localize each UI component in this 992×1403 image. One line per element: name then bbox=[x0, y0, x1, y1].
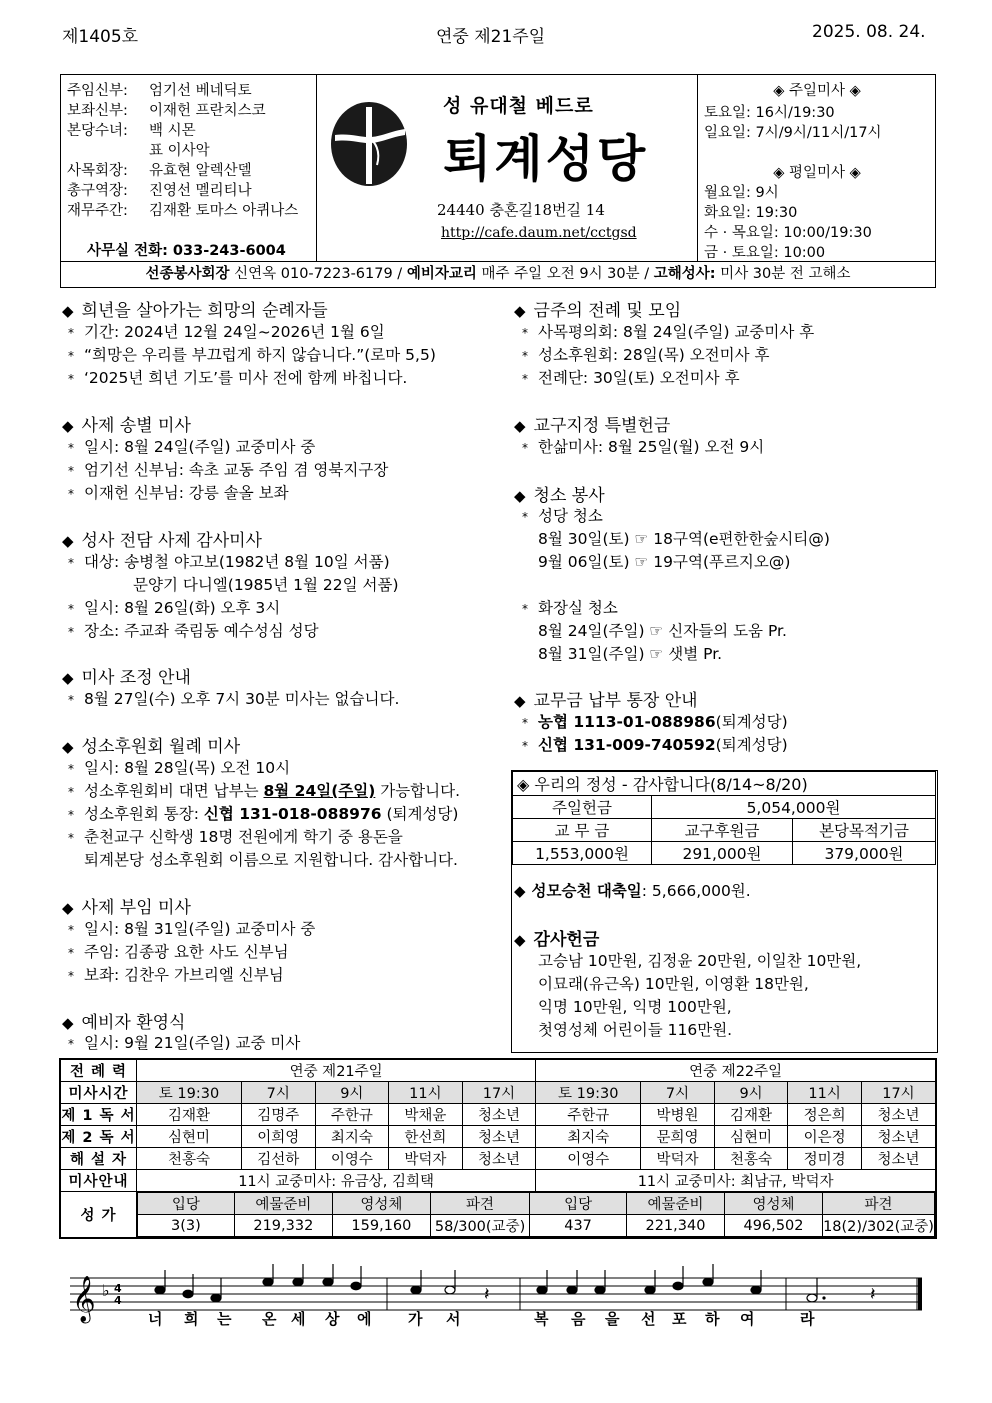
row-label: 제 1 독 서 bbox=[60, 1104, 137, 1126]
hymn-header: 입당 bbox=[530, 1193, 627, 1215]
hymn-header: 파견 bbox=[430, 1193, 529, 1215]
church-subtitle: 성 유대철 베드로 bbox=[443, 95, 594, 117]
list-item: 8월 24일(주일) ☞ 신자들의 도움 Pr. bbox=[538, 622, 787, 640]
staff-panel: 주임신부: 엄기선 베네딕토 보좌신부: 이재헌 프란치스코 본당수녀: 백 시몬 표 이사악 사목회장: 유효현 알렉산델 총구역장: 진영선 멜리티나 재무주간: 김재환 토마스 아퀴나스 사무실 전화: 033-243-6004 bbox=[61, 75, 317, 261]
staff-row: 본당수녀: 백 시몬 bbox=[67, 123, 196, 139]
time-cell: 11시 bbox=[389, 1082, 463, 1104]
name-cell: 이영수 bbox=[536, 1148, 641, 1170]
hymn-header: 영성체 bbox=[725, 1193, 823, 1215]
church-address: 24440 충혼길18번길 14 bbox=[437, 201, 605, 219]
thanks-title: ◈ 우리의 정성 - 감사합니다(8/14~8/20) bbox=[513, 772, 936, 796]
name-cell: 이은정 bbox=[788, 1126, 862, 1148]
name-cell: 한선희 bbox=[389, 1126, 463, 1148]
hymn-header: 예물준비 bbox=[626, 1193, 724, 1215]
list-item: * 대상: 송병철 야고보(1982년 8월 10일 서품) bbox=[68, 553, 390, 571]
offering-table bbox=[512, 771, 936, 865]
col-header: 교 무 금 bbox=[513, 819, 652, 842]
name-cell: 정은희 bbox=[788, 1104, 862, 1126]
time-cell: 17시 bbox=[462, 1082, 536, 1104]
list-item: * 신협 131-009-740592(퇴계성당) bbox=[522, 736, 788, 754]
list-item: * 춘천교구 신학생 18명 전원에게 학기 중 용돈을 bbox=[68, 828, 403, 846]
time-cell: 7시 bbox=[241, 1082, 315, 1104]
staff-row: 사목회장: 유효현 알렉산델 bbox=[67, 163, 252, 179]
name-cell: 박병원 bbox=[641, 1104, 715, 1126]
lyric-syllable: 는 bbox=[217, 1310, 232, 1328]
name-cell: 심현미 bbox=[714, 1126, 788, 1148]
section-title: ◆ 사제 송별 미사 bbox=[62, 416, 191, 436]
top-line bbox=[60, 20, 938, 46]
mass-notice: 11시 교중미사: 유금상, 김희택 bbox=[137, 1170, 536, 1192]
hymn-number: 437 bbox=[530, 1215, 627, 1237]
name-cell: 청소년 bbox=[462, 1104, 536, 1126]
time-cell: 11시 bbox=[788, 1082, 862, 1104]
hymn-number: 496,502 bbox=[725, 1215, 823, 1237]
lyric-syllable: 여 bbox=[740, 1310, 755, 1328]
name-cell: 주한규 bbox=[315, 1104, 389, 1126]
list-item: * 이재헌 신부님: 강릉 솔올 보좌 bbox=[68, 484, 289, 502]
schedule-table bbox=[59, 1058, 937, 1239]
list-item: * 성소후원회: 28일(목) 오전미사 후 bbox=[522, 346, 770, 364]
lyric-syllable: 포 bbox=[672, 1310, 687, 1328]
liturgical-week: 연중 제21주일 bbox=[436, 27, 546, 47]
list-item: * 일시: 8월 26일(화) 오후 3시 bbox=[68, 599, 281, 617]
list-item: 퇴계본당 성소후원회 이름으로 지원합니다. 감사합니다. bbox=[84, 851, 458, 869]
weekday-mass-row: 화요일: 19:30 bbox=[704, 205, 798, 221]
lyric-syllable: 라 bbox=[800, 1310, 815, 1328]
name-cell: 천홍숙 bbox=[137, 1148, 242, 1170]
info-bar: 선종봉사회장 신연옥 010-7223-6179 / 예비자교리 매주 주일 오전 9시 30분 / 고해성사: 미사 30분 전 고해소 bbox=[60, 262, 936, 288]
row-label: 해 설 자 bbox=[60, 1148, 137, 1170]
name-cell: 청소년 bbox=[462, 1126, 536, 1148]
name-cell: 청소년 bbox=[861, 1126, 936, 1148]
sunday-mass-title: ◈ 주일미사 ◈ bbox=[773, 83, 861, 99]
col-header: 교구후원금 bbox=[652, 819, 793, 842]
sunday-offering-label: 주일헌금 bbox=[513, 796, 652, 819]
church-title-panel bbox=[317, 75, 697, 261]
church-name: 퇴계성당 bbox=[443, 130, 649, 188]
weekday-mass-title: ◈ 평일미사 ◈ bbox=[773, 165, 861, 181]
list-item: * 일시: 8월 31일(주일) 교중미사 중 bbox=[68, 920, 316, 938]
name-cell: 최지숙 bbox=[536, 1126, 641, 1148]
lyric-syllable: 복 bbox=[534, 1310, 549, 1328]
gift-line: 이묘래(유근옥) 10만원, 이영환 18만원, bbox=[538, 975, 809, 993]
list-item: * 사목평의회: 8월 24일(주일) 교중미사 후 bbox=[522, 323, 815, 341]
sunday-mass-row: 토요일: 16시/19:30 bbox=[704, 105, 835, 121]
name-cell: 이영수 bbox=[315, 1148, 389, 1170]
list-item: * 일시: 8월 24일(주일) 교중미사 중 bbox=[68, 438, 316, 456]
list-item: * 장소: 주교좌 죽림동 예수성심 성당 bbox=[68, 622, 319, 640]
section-title: ◆ 예비자 환영식 bbox=[62, 1013, 186, 1033]
lyric-syllable: 너 bbox=[148, 1310, 163, 1328]
section-title: ◆ 사제 부임 미사 bbox=[62, 898, 191, 918]
section-title: ◆ 금주의 전례 및 모임 bbox=[514, 301, 682, 321]
hymn-header: 예물준비 bbox=[234, 1193, 332, 1215]
lyric-syllable: 에 bbox=[357, 1310, 372, 1328]
lyric-syllable: 세 bbox=[291, 1310, 306, 1328]
section-title: ◆ 성사 전담 사제 감사미사 bbox=[62, 531, 262, 551]
list-item: * 일시: 8월 28일(목) 오전 10시 bbox=[68, 759, 291, 777]
row-label: 성 가 bbox=[60, 1192, 137, 1239]
list-item: * 농협 1113-01-088986(퇴계성당) bbox=[522, 713, 788, 731]
name-cell: 청소년 bbox=[462, 1148, 536, 1170]
list-item: * ‘2025년 희년 기도’를 미사 전에 함께 바칩니다. bbox=[68, 369, 408, 387]
svg-text:4: 4 bbox=[114, 1282, 122, 1295]
svg-text:𝄞: 𝄞 bbox=[72, 1276, 96, 1322]
hymn-number: 219,332 bbox=[234, 1215, 332, 1237]
header-box bbox=[60, 74, 936, 262]
list-item: * 주임: 김종광 요한 사도 신부님 bbox=[68, 943, 289, 961]
assumption-offering: ◆ 성모승천 대축일: 5,666,000원. bbox=[514, 882, 751, 900]
section-title: ◆ 희년을 살아가는 희망의 순례자들 bbox=[62, 301, 328, 321]
list-item: 8월 31일(주일) ☞ 샛별 Pr. bbox=[538, 645, 723, 663]
svg-text:𝄽: 𝄽 bbox=[484, 1284, 490, 1305]
hymn-number: 221,340 bbox=[626, 1215, 724, 1237]
time-cell: 17시 bbox=[861, 1082, 936, 1104]
church-logo-icon bbox=[329, 99, 409, 189]
name-cell: 최지숙 bbox=[315, 1126, 389, 1148]
row-label: 미사시간 bbox=[60, 1082, 137, 1104]
hymn-header: 영성체 bbox=[332, 1193, 430, 1215]
col-value: 379,000원 bbox=[793, 842, 936, 865]
name-cell: 이희영 bbox=[241, 1126, 315, 1148]
list-item: * 전례단: 30일(토) 오전미사 후 bbox=[522, 369, 740, 387]
name-cell: 김재환 bbox=[714, 1104, 788, 1126]
staff-row: 총구역장: 진영선 멜리티나 bbox=[67, 183, 252, 199]
name-cell: 김선하 bbox=[241, 1148, 315, 1170]
hymn-header: 파견 bbox=[823, 1193, 935, 1215]
issue-date: 2025. 08. 24. bbox=[812, 22, 926, 42]
staff-row: 보좌신부: 이재헌 프란치스코 bbox=[67, 103, 266, 119]
sunday-offering-value: 5,054,000원 bbox=[652, 796, 936, 819]
list-item: 9월 06일(토) ☞ 19구역(푸르지오@) bbox=[538, 553, 791, 571]
cafe-link[interactable]: http://cafe.daum.net/cctgsd bbox=[441, 225, 637, 241]
lyric-syllable: 선 bbox=[641, 1310, 656, 1328]
lyric-syllable: 하 bbox=[705, 1310, 720, 1328]
gift-line: 첫영성체 어린이들 116만원. bbox=[538, 1021, 733, 1039]
list-item: * 일시: 9월 21일(주일) 교중 미사 bbox=[68, 1034, 301, 1052]
weekday-mass-row: 금 · 토요일: 10:00 bbox=[704, 245, 826, 261]
thanks-box bbox=[511, 770, 938, 1053]
gift-line: 익명 10만원, 익명 100만원, bbox=[538, 998, 732, 1016]
section-title: ◆ 성소후원회 월례 미사 bbox=[62, 737, 241, 757]
time-cell: 9시 bbox=[714, 1082, 788, 1104]
time-cell: 7시 bbox=[641, 1082, 715, 1104]
mass-notice: 11시 교중미사: 최남규, 박덕자 bbox=[536, 1170, 936, 1192]
time-cell: 9시 bbox=[315, 1082, 389, 1104]
list-item: 문양기 다니엘(1985년 1월 22일 서품) bbox=[133, 576, 399, 594]
hymn-number: 3(3) bbox=[138, 1215, 235, 1237]
issue-number: 제1405호 bbox=[62, 27, 139, 47]
row-label: 전 례 력 bbox=[60, 1059, 137, 1082]
name-cell: 김명주 bbox=[241, 1104, 315, 1126]
name-cell: 청소년 bbox=[861, 1104, 936, 1126]
section-title: ◆ 미사 조정 안내 bbox=[62, 668, 191, 688]
section-title: ◆ 교무금 납부 통장 안내 bbox=[514, 691, 698, 711]
weekday-mass-row: 수 · 목요일: 10:00/19:30 bbox=[704, 225, 872, 241]
name-cell: 박덕자 bbox=[641, 1148, 715, 1170]
lyric-syllable: 가 bbox=[408, 1310, 423, 1328]
list-item: * 성소후원회비 대면 납부는 8월 24일(주일) 가능합니다. bbox=[68, 782, 461, 800]
lyric-syllable: 희 bbox=[184, 1310, 199, 1328]
section-title: ◆ 교구지정 특별헌금 bbox=[514, 416, 671, 436]
lyric-syllable: 음 bbox=[571, 1310, 586, 1328]
weekday-mass-row: 월요일: 9시 bbox=[704, 185, 779, 201]
name-cell: 김재환 bbox=[137, 1104, 242, 1126]
name-cell: 청소년 bbox=[861, 1148, 936, 1170]
hymn-number: 159,160 bbox=[332, 1215, 430, 1237]
hymn-header: 입당 bbox=[138, 1193, 235, 1215]
gift-line: 고승남 10만원, 김정윤 20만원, 이일찬 10만원, bbox=[538, 952, 862, 970]
hymn-number: 18(2)/302(교중) bbox=[823, 1215, 935, 1237]
list-item: * 성소후원회 통장: 신협 131-018-088976 (퇴계성당) bbox=[68, 805, 459, 823]
list-item: * 한삶미사: 8월 25일(월) 오전 9시 bbox=[522, 438, 765, 456]
name-cell: 주한규 bbox=[536, 1104, 641, 1126]
row-label: 미사안내 bbox=[60, 1170, 137, 1192]
name-cell: 심현미 bbox=[137, 1126, 242, 1148]
hymn-number: 58/300(교중) bbox=[430, 1215, 529, 1237]
time-cell: 토 19:30 bbox=[536, 1082, 641, 1104]
list-item: * “희망은 우리를 부끄럽게 하지 않습니다.”(로마 5,5) bbox=[68, 346, 436, 364]
name-cell: 박덕자 bbox=[389, 1148, 463, 1170]
list-item: * 성당 청소 bbox=[522, 507, 603, 525]
list-item: * 보좌: 김찬우 가브리엘 신부님 bbox=[68, 966, 284, 984]
lyric-syllable: 을 bbox=[605, 1310, 620, 1328]
list-item: * 8월 27일(수) 오후 7시 30분 미사는 없습니다. bbox=[68, 690, 400, 708]
svg-text:4: 4 bbox=[114, 1294, 122, 1307]
name-cell: 천홍숙 bbox=[714, 1148, 788, 1170]
office-phone: 사무실 전화: 033-243-6004 bbox=[87, 243, 286, 259]
svg-text:𝄽: 𝄽 bbox=[870, 1284, 876, 1305]
lyric-syllable: 서 bbox=[446, 1310, 461, 1328]
name-cell: 박채윤 bbox=[389, 1104, 463, 1126]
mass-times-panel bbox=[697, 75, 935, 261]
name-cell: 정미경 bbox=[788, 1148, 862, 1170]
list-item: * 화장실 청소 bbox=[522, 599, 618, 617]
list-item: * 기간: 2024년 12월 24일~2026년 1월 6일 bbox=[68, 323, 385, 341]
gift-title: ◆ 감사헌금 bbox=[514, 930, 600, 950]
svg-text:♭: ♭ bbox=[102, 1281, 110, 1300]
name-cell: 문희영 bbox=[641, 1126, 715, 1148]
sunday-mass-row: 일요일: 7시/9시/11시/17시 bbox=[704, 125, 882, 141]
col-header: 본당목적기금 bbox=[793, 819, 936, 842]
week-header: 연중 제21주일 bbox=[137, 1059, 536, 1082]
col-value: 291,000원 bbox=[652, 842, 793, 865]
lyric-syllable: 온 bbox=[262, 1310, 277, 1328]
list-item: 8월 30일(토) ☞ 18구역(e편한한숲시티@) bbox=[538, 530, 830, 548]
time-cell: 토 19:30 bbox=[137, 1082, 242, 1104]
row-label: 제 2 독 서 bbox=[60, 1126, 137, 1148]
week-header: 연중 제22주일 bbox=[536, 1059, 936, 1082]
col-value: 1,553,000원 bbox=[513, 842, 652, 865]
staff-row: 주임신부: 엄기선 베네딕토 bbox=[67, 83, 252, 99]
staff-row: 재무주간: 김재환 토마스 아퀴나스 bbox=[67, 203, 299, 219]
section-title: ◆ 청소 봉사 bbox=[514, 486, 605, 506]
list-item: * 엄기선 신부님: 속초 교동 주임 겸 영북지구장 bbox=[68, 461, 389, 479]
lyric-syllable: 상 bbox=[325, 1310, 340, 1328]
